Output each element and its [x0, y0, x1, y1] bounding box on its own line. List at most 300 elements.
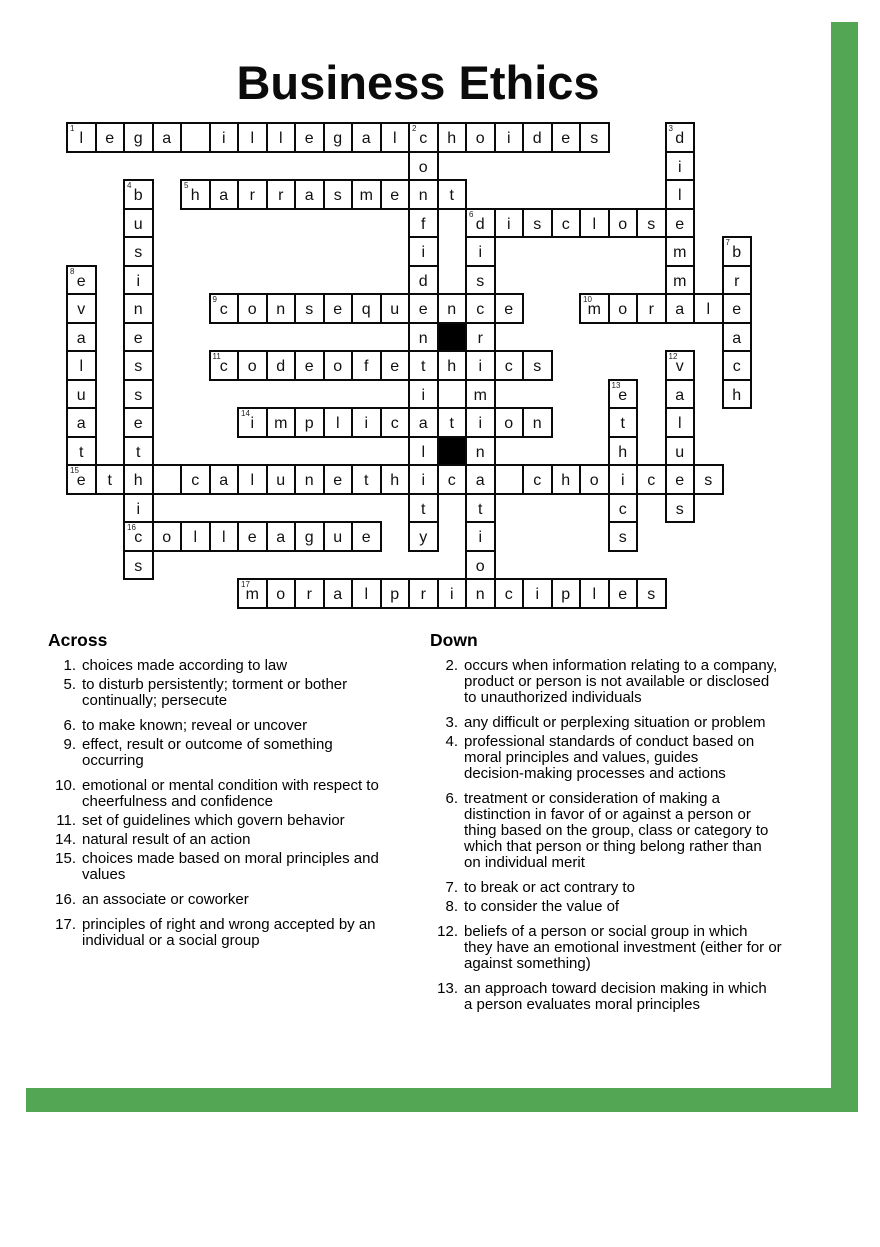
clue-text: natural result of an action [82, 831, 251, 848]
grid-cell-r12c16[interactable] [522, 464, 553, 495]
clue-text: effect, result or outcome of something occurring [82, 736, 333, 769]
cell-letter: h [447, 358, 457, 375]
cell-letter: i [250, 415, 255, 432]
grid-cell-r6c19[interactable] [608, 293, 639, 324]
cell-letter: t [449, 415, 454, 432]
across-clue-16 [48, 892, 433, 908]
cell-letter: c [390, 415, 399, 432]
clue-text: occurs when information relating to a company, product or person is not available or disclosed to unauthorized individuals [464, 657, 778, 706]
grid-cell-r7c0[interactable] [66, 322, 97, 353]
down-clue-3 [430, 715, 830, 731]
grid-cell-r9c14[interactable] [465, 379, 496, 410]
cell-letter: a [675, 386, 685, 404]
cell-letter: m [359, 187, 373, 204]
grid-cell-r7c23[interactable] [722, 322, 753, 353]
grid-cell-r8c21[interactable] [665, 350, 696, 381]
cell-letter: l [592, 215, 597, 233]
cell-number: 8 [70, 266, 75, 276]
cell-letter: r [249, 187, 255, 204]
grid-cell-r0c4[interactable] [180, 122, 211, 153]
grid-cell-r6c7[interactable] [266, 293, 297, 324]
cell-letter: o [162, 529, 172, 546]
across-clue-list [48, 658, 433, 949]
across-clue-9 [48, 737, 433, 769]
cell-letter: o [618, 215, 628, 233]
grid-cell-r0c8[interactable] [294, 122, 325, 153]
grid-cell-r2c11[interactable] [380, 179, 411, 210]
grid-cell-r2c12[interactable] [408, 179, 439, 210]
grid-cell-r3c12[interactable] [408, 208, 439, 239]
grid-cell-r11c19[interactable] [608, 436, 639, 467]
clue-number: 3. [445, 714, 458, 731]
grid-cell-r12c2[interactable] [123, 464, 154, 495]
grid-cell-r14c7[interactable] [266, 521, 297, 552]
clue-number: 4. [445, 733, 458, 750]
grid-cell-r6c23[interactable] [722, 293, 753, 324]
grid-cell-r12c10[interactable] [351, 464, 382, 495]
grid-cell-r13c12[interactable] [408, 493, 439, 524]
grid-cell-r16c10[interactable] [351, 578, 382, 609]
grid-cell-r6c21[interactable] [665, 293, 696, 324]
grid-cell-r16c9[interactable] [323, 578, 354, 609]
cell-letter: e [390, 187, 400, 204]
clue-text: to break or act contrary to [464, 879, 635, 896]
across-clue-6 [48, 718, 433, 734]
grid-cell-r4c2[interactable] [123, 236, 154, 267]
grid-cell-r12c3[interactable] [152, 464, 183, 495]
grid-cell-r6c10[interactable] [351, 293, 382, 324]
grid-cell-r6c11[interactable] [380, 293, 411, 324]
cell-letter: h [561, 472, 571, 489]
cell-letter: a [475, 472, 485, 489]
clue-number: 16. [55, 891, 76, 908]
grid-cell-r3c17[interactable] [551, 208, 582, 239]
clue-number: 12. [437, 923, 458, 940]
cell-letter: l [278, 130, 283, 147]
grid-cell-r7c2[interactable] [123, 322, 154, 353]
grid-cell-r10c21[interactable] [665, 407, 696, 438]
grid-cell-r16c11[interactable] [380, 578, 411, 609]
black-cell [437, 436, 468, 467]
grid-cell-r11c12[interactable] [408, 436, 439, 467]
grid-cell-r6c5[interactable] [209, 293, 240, 324]
grid-cell-r4c14[interactable] [465, 236, 496, 267]
grid-cell-r7c14[interactable] [465, 322, 496, 353]
grid-cell-r11c21[interactable] [665, 436, 696, 467]
cell-letter: l [592, 586, 597, 603]
grid-cell-r16c14[interactable] [465, 578, 496, 609]
grid-cell-r6c20[interactable] [636, 293, 667, 324]
grid-cell-r11c0[interactable] [66, 436, 97, 467]
grid-cell-r12c5[interactable] [209, 464, 240, 495]
cell-letter: a [675, 301, 685, 318]
grid-cell-r16c19[interactable] [608, 578, 639, 609]
grid-cell-r16c20[interactable] [636, 578, 667, 609]
grid-cell-r9c0[interactable] [66, 379, 97, 410]
grid-cell-r15c2[interactable] [123, 550, 154, 581]
grid-cell-r6c15[interactable] [494, 293, 525, 324]
grid-cell-r8c10[interactable] [351, 350, 382, 381]
grid-cell-r5c14[interactable] [465, 265, 496, 296]
grid-cell-r12c6[interactable] [237, 464, 268, 495]
grid-cell-r12c21[interactable] [665, 464, 696, 495]
cell-letter: s [647, 215, 656, 233]
grid-cell-r13c19[interactable] [608, 493, 639, 524]
cell-letter: n [133, 301, 143, 318]
grid-cell-r13c2[interactable] [123, 493, 154, 524]
cell-letter: e [333, 472, 343, 489]
grid-cell-r2c2[interactable] [123, 179, 154, 210]
cell-letter: l [677, 415, 682, 432]
across-clue-1 [48, 658, 433, 674]
grid-cell-r8c15[interactable] [494, 350, 525, 381]
cell-letter: t [364, 472, 369, 489]
grid-cell-r10c19[interactable] [608, 407, 639, 438]
grid-cell-r6c22[interactable] [693, 293, 724, 324]
down-clue-2 [430, 658, 830, 706]
grid-cell-r3c19[interactable] [608, 208, 639, 239]
cell-letter: t [107, 472, 112, 489]
cell-letter: t [478, 500, 483, 518]
grid-cell-r8c7[interactable] [266, 350, 297, 381]
cell-number: 11 [212, 352, 221, 361]
cell-letter: h [190, 187, 200, 204]
grid-cell-r6c6[interactable] [237, 293, 268, 324]
grid-cell-r0c5[interactable] [209, 122, 240, 153]
grid-cell-r3c15[interactable] [494, 208, 525, 239]
grid-cell-r8c16[interactable] [522, 350, 553, 381]
cell-letter: c [618, 500, 627, 518]
grid-cell-r0c16[interactable] [522, 122, 553, 153]
grid-cell-r0c11[interactable] [380, 122, 411, 153]
across-clue-14 [48, 832, 433, 848]
cell-letter: e [561, 130, 571, 147]
grid-cell-r10c7[interactable] [266, 407, 297, 438]
cell-number: 12 [668, 352, 678, 361]
cell-letter: l [250, 472, 255, 489]
grid-cell-r8c8[interactable] [294, 350, 325, 381]
grid-cell-r6c12[interactable] [408, 293, 439, 324]
cell-letter: e [732, 301, 742, 318]
grid-cell-r0c6[interactable] [237, 122, 268, 153]
clue-text: choices made based on moral principles and values [82, 850, 379, 883]
grid-cell-r14c10[interactable] [351, 521, 382, 552]
cell-letter: a [304, 187, 314, 204]
cell-letter: s [134, 358, 143, 375]
grid-cell-r3c18[interactable] [579, 208, 610, 239]
grid-cell-r2c8[interactable] [294, 179, 325, 210]
grid-cell-r1c12[interactable] [408, 151, 439, 182]
cell-letter: e [418, 301, 428, 318]
grid-cell-r12c18[interactable] [579, 464, 610, 495]
grid-cell-r2c21[interactable] [665, 179, 696, 210]
cell-number: 3 [668, 124, 673, 133]
cell-letter: a [333, 586, 343, 603]
grid-cell-r6c0[interactable] [66, 293, 97, 324]
cell-letter: e [618, 386, 628, 404]
cell-letter: n [475, 586, 485, 603]
across-clue-5 [48, 677, 433, 709]
cell-letter: u [333, 529, 343, 546]
grid-cell-r12c8[interactable] [294, 464, 325, 495]
grid-cell-r12c15[interactable] [494, 464, 525, 495]
cell-number: 16 [127, 523, 136, 532]
cell-letter: t [421, 358, 426, 375]
across-clue-15 [48, 851, 433, 883]
grid-cell-r8c12[interactable] [408, 350, 439, 381]
grid-cell-r3c20[interactable] [636, 208, 667, 239]
grid-cell-r12c19[interactable] [608, 464, 639, 495]
grid-cell-r16c12[interactable] [408, 578, 439, 609]
clue-number: 6. [63, 717, 76, 734]
grid-cell-r16c8[interactable] [294, 578, 325, 609]
grid-cell-r10c0[interactable] [66, 407, 97, 438]
down-clue-12 [430, 924, 830, 972]
grid-cell-r12c0[interactable] [66, 464, 97, 495]
grid-cell-r16c18[interactable] [579, 578, 610, 609]
grid-cell-r3c16[interactable] [522, 208, 553, 239]
grid-cell-r8c13[interactable] [437, 350, 468, 381]
cell-letter: l [250, 130, 255, 147]
cell-letter: i [221, 130, 226, 147]
grid-cell-r0c13[interactable] [437, 122, 468, 153]
grid-cell-r2c6[interactable] [237, 179, 268, 210]
cell-letter: f [364, 358, 369, 375]
grid-cell-r14c2[interactable] [123, 521, 154, 552]
grid-cell-r13c14[interactable] [465, 493, 496, 524]
grid-cell-r2c5[interactable] [209, 179, 240, 210]
grid-cell-r4c21[interactable] [665, 236, 696, 267]
cell-letter: m [274, 415, 288, 432]
clue-number: 11. [56, 812, 76, 829]
cell-letter: i [506, 215, 511, 233]
cell-letter: e [105, 130, 115, 147]
grid-cell-r14c19[interactable] [608, 521, 639, 552]
grid-cell-r2c4[interactable] [180, 179, 211, 210]
grid-cell-r0c17[interactable] [551, 122, 582, 153]
grid-cell-r10c6[interactable] [237, 407, 268, 438]
grid-cell-r12c22[interactable] [693, 464, 724, 495]
cell-letter: c [476, 301, 485, 318]
green-border-right [831, 22, 858, 1112]
grid-cell-r8c14[interactable] [465, 350, 496, 381]
grid-cell-r8c11[interactable] [380, 350, 411, 381]
cell-number: 6 [469, 209, 474, 219]
grid-cell-r5c21[interactable] [665, 265, 696, 296]
grid-cell-r12c13[interactable] [437, 464, 468, 495]
grid-cell-r12c9[interactable] [323, 464, 354, 495]
grid-cell-r16c13[interactable] [437, 578, 468, 609]
grid-cell-r0c7[interactable] [266, 122, 297, 153]
grid-cell-r14c9[interactable] [323, 521, 354, 552]
cell-letter: m [673, 244, 687, 261]
grid-cell-r1c21[interactable] [665, 151, 696, 182]
grid-cell-r10c8[interactable] [294, 407, 325, 438]
cell-number: 14 [241, 409, 250, 418]
grid-cell-r16c6[interactable] [237, 578, 268, 609]
grid-cell-r14c5[interactable] [209, 521, 240, 552]
cell-letter: s [333, 187, 342, 204]
grid-cell-r10c14[interactable] [465, 407, 496, 438]
grid-cell-r2c7[interactable] [266, 179, 297, 210]
grid-cell-r0c2[interactable] [123, 122, 154, 153]
cell-letter: d [532, 130, 542, 147]
grid-cell-r4c12[interactable] [408, 236, 439, 267]
across-heading: Across [48, 630, 108, 650]
grid-cell-r16c17[interactable] [551, 578, 582, 609]
clue-text: to make known; reveal or uncover [82, 717, 308, 734]
cell-letter: i [449, 586, 454, 603]
grid-cell-r12c12[interactable] [408, 464, 439, 495]
grid-cell-r15c14[interactable] [465, 550, 496, 581]
down-heading: Down [430, 630, 478, 650]
cell-number: 13 [611, 380, 621, 390]
grid-cell-r2c13[interactable] [437, 179, 468, 210]
clue-text: choices made according to law [82, 657, 288, 674]
grid-cell-r6c8[interactable] [294, 293, 325, 324]
grid-cell-r6c2[interactable] [123, 293, 154, 324]
grid-cell-r8c5[interactable] [209, 350, 240, 381]
grid-cell-r0c0[interactable] [66, 122, 97, 153]
cell-letter: g [304, 529, 314, 546]
grid-cell-r14c14[interactable] [465, 521, 496, 552]
grid-cell-r11c14[interactable] [465, 436, 496, 467]
grid-cell-r14c8[interactable] [294, 521, 325, 552]
grid-cell-r5c2[interactable] [123, 265, 154, 296]
grid-cell-r12c11[interactable] [380, 464, 411, 495]
cell-letter: c [219, 358, 228, 375]
cell-letter: l [421, 443, 426, 461]
grid-cell-r8c0[interactable] [66, 350, 97, 381]
grid-cell-r4c23[interactable] [722, 236, 753, 267]
grid-cell-r2c9[interactable] [323, 179, 354, 210]
cell-letter: n [276, 301, 286, 318]
grid-cell-r9c2[interactable] [123, 379, 154, 410]
grid-cell-r6c13[interactable] [437, 293, 468, 324]
grid-cell-r12c1[interactable] [95, 464, 126, 495]
grid-cell-r10c10[interactable] [351, 407, 382, 438]
cell-letter: e [76, 272, 86, 290]
cell-letter: i [506, 130, 511, 147]
cell-letter: o [247, 358, 257, 375]
cell-letter: c [134, 529, 143, 546]
clue-number: 14. [55, 831, 76, 848]
grid-cell-r7c12[interactable] [408, 322, 439, 353]
cell-letter: d [276, 358, 286, 375]
grid-cell-r5c23[interactable] [722, 265, 753, 296]
cell-letter: i [677, 158, 682, 176]
down-clue-7 [430, 880, 830, 896]
cell-letter: c [419, 130, 428, 147]
grid-cell-r0c21[interactable] [665, 122, 696, 153]
cell-letter: a [361, 130, 371, 147]
grid-cell-r10c16[interactable] [522, 407, 553, 438]
grid-cell-r12c17[interactable] [551, 464, 582, 495]
grid-cell-r8c23[interactable] [722, 350, 753, 381]
grid-cell-r9c23[interactable] [722, 379, 753, 410]
grid-cell-r14c12[interactable] [408, 521, 439, 552]
cell-letter: i [364, 415, 369, 432]
cell-letter: d [675, 130, 685, 147]
grid-cell-r10c11[interactable] [380, 407, 411, 438]
grid-cell-r3c14[interactable] [465, 208, 496, 239]
grid-cell-r12c7[interactable] [266, 464, 297, 495]
grid-cell-r12c14[interactable] [465, 464, 496, 495]
grid-cell-r9c21[interactable] [665, 379, 696, 410]
cell-letter: u [390, 301, 400, 318]
grid-cell-r5c12[interactable] [408, 265, 439, 296]
cell-letter: o [276, 586, 286, 603]
grid-cell-r13c21[interactable] [665, 493, 696, 524]
grid-cell-r11c2[interactable] [123, 436, 154, 467]
grid-cell-r9c19[interactable] [608, 379, 639, 410]
grid-cell-r16c7[interactable] [266, 578, 297, 609]
clue-text: principles of right and wrong accepted by an individual or a social group [82, 916, 376, 949]
grid-cell-r10c9[interactable] [323, 407, 354, 438]
grid-cell-r0c18[interactable] [579, 122, 610, 153]
grid-cell-r5c0[interactable] [66, 265, 97, 296]
grid-cell-r8c2[interactable] [123, 350, 154, 381]
grid-cell-r14c3[interactable] [152, 521, 183, 552]
grid-cell-r0c12[interactable] [408, 122, 439, 153]
grid-cell-r12c20[interactable] [636, 464, 667, 495]
grid-cell-r12c4[interactable] [180, 464, 211, 495]
cell-letter: o [618, 301, 628, 318]
cell-letter: e [133, 415, 143, 432]
grid-cell-r14c4[interactable] [180, 521, 211, 552]
cell-letter: i [136, 500, 141, 518]
grid-cell-r6c18[interactable] [579, 293, 610, 324]
grid-cell-r10c13[interactable] [437, 407, 468, 438]
cell-letter: e [618, 586, 628, 603]
grid-cell-r6c9[interactable] [323, 293, 354, 324]
cell-letter: n [304, 472, 314, 489]
grid-cell-r0c10[interactable] [351, 122, 382, 153]
grid-cell-r6c14[interactable] [465, 293, 496, 324]
cell-letter: u [276, 472, 286, 489]
grid-cell-r0c9[interactable] [323, 122, 354, 153]
grid-cell-r16c16[interactable] [522, 578, 553, 609]
cell-letter: o [247, 301, 257, 318]
cell-letter: a [732, 329, 742, 347]
grid-cell-r2c10[interactable] [351, 179, 382, 210]
grid-cell-r8c6[interactable] [237, 350, 268, 381]
down-clue-list [430, 658, 830, 1013]
grid-cell-r10c12[interactable] [408, 407, 439, 438]
grid-cell-r3c21[interactable] [665, 208, 696, 239]
cell-number: 10 [583, 295, 592, 304]
grid-cell-r8c9[interactable] [323, 350, 354, 381]
grid-cell-r10c15[interactable] [494, 407, 525, 438]
cell-letter: e [504, 301, 514, 318]
grid-cell-r9c12[interactable] [408, 379, 439, 410]
grid-cell-r0c3[interactable] [152, 122, 183, 153]
grid-cell-r0c14[interactable] [465, 122, 496, 153]
cell-letter: t [79, 443, 84, 461]
clue-number: 10. [55, 777, 76, 794]
cell-letter: e [675, 215, 685, 233]
grid-cell-r10c2[interactable] [123, 407, 154, 438]
grid-cell-r0c15[interactable] [494, 122, 525, 153]
cell-letter: s [675, 500, 684, 518]
grid-cell-r14c6[interactable] [237, 521, 268, 552]
across-clue-17 [48, 917, 433, 949]
grid-cell-r16c15[interactable] [494, 578, 525, 609]
cell-letter: r [278, 187, 284, 204]
cell-letter: e [361, 529, 371, 546]
grid-cell-r0c1[interactable] [95, 122, 126, 153]
grid-cell-r3c2[interactable] [123, 208, 154, 239]
